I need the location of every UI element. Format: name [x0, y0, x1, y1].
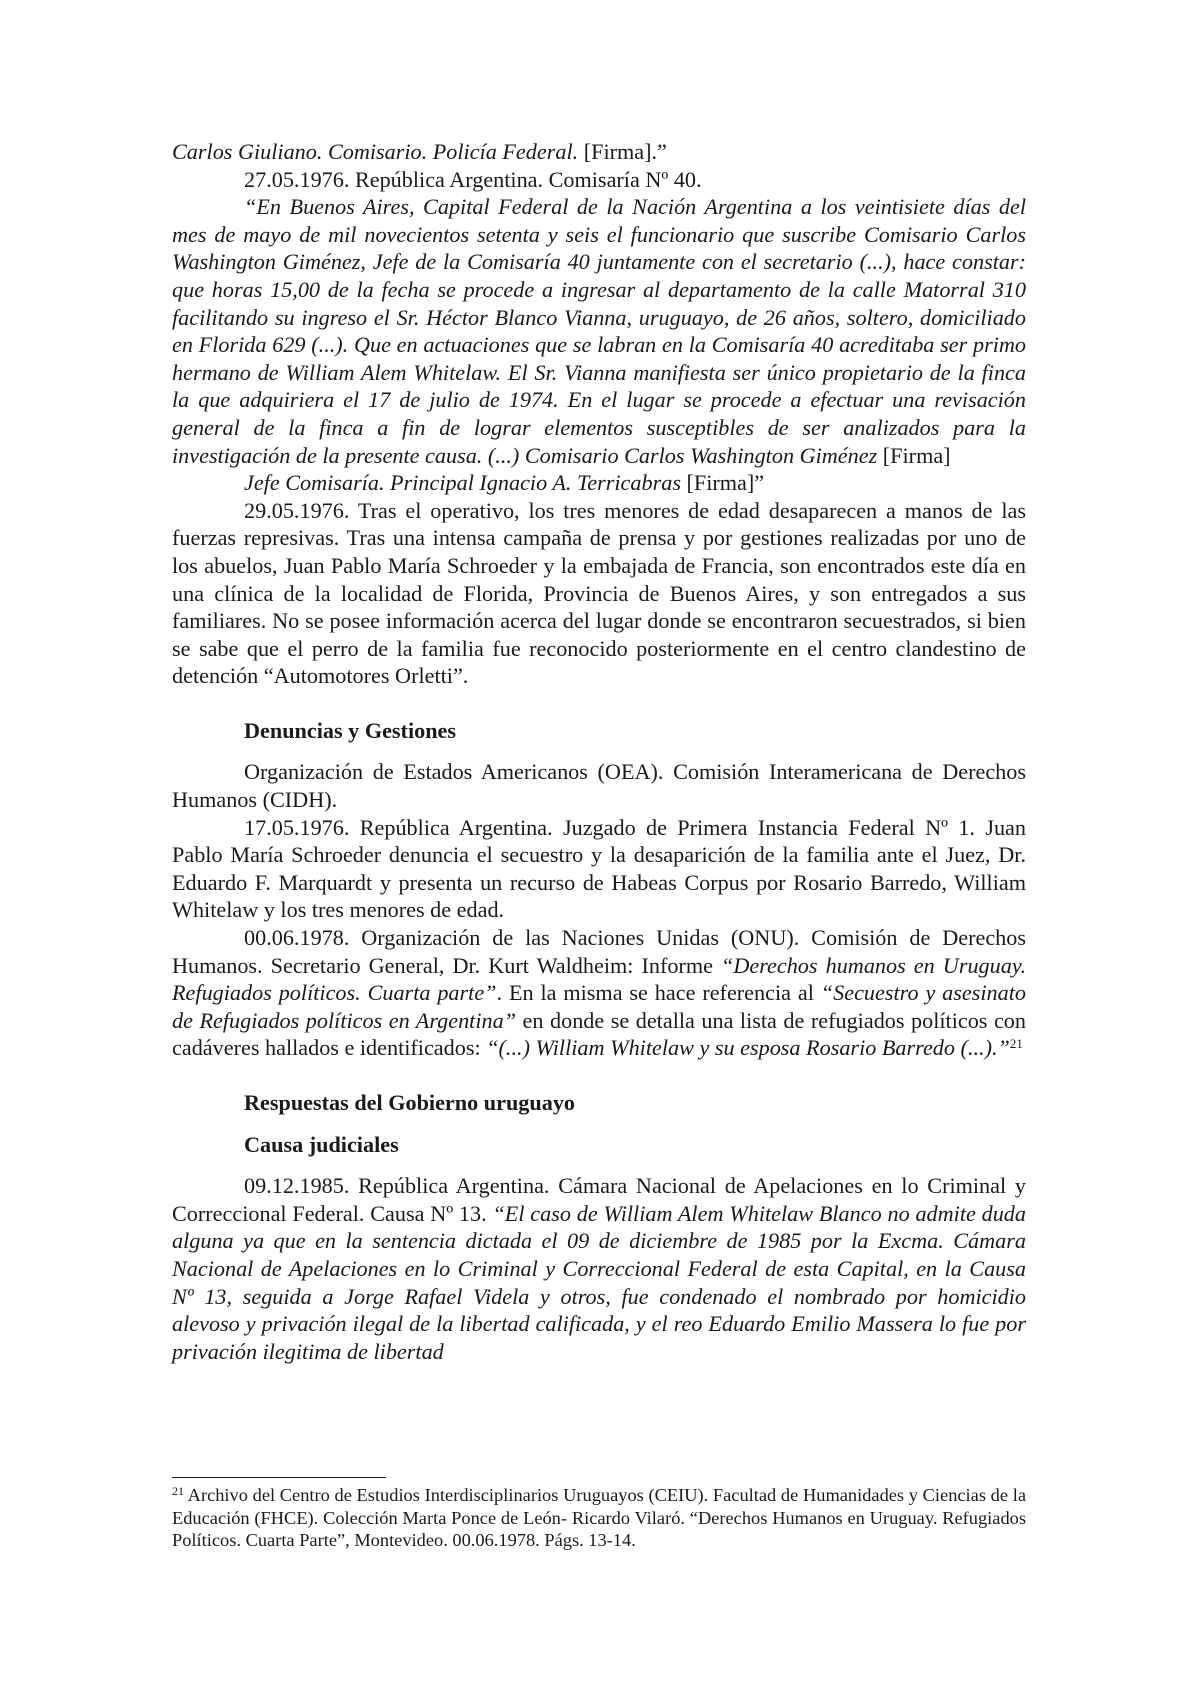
section-heading-denuncias: Denuncias y Gestiones	[244, 717, 457, 743]
jefe-comisaria-paragraph	[172, 469, 1026, 497]
footnote	[172, 1484, 1026, 1552]
footnote-reference: 21	[1009, 1036, 1023, 1052]
juzgado-paragraph: 17.05.1976. República Argentina. Juzgado de Primera Instancia Federal Nº 1. Juan Pablo María Schroeder denuncia el secuestro y la desaparición de la familia ante el Juez, Dr. Eduardo F. Marquardt y presenta un recurso de Habeas Corpus por Rosario Barredo, William Whitelaw y los tres menores de edad.	[172, 814, 1026, 923]
jefe-comisaria-line: Jefe Comisaría. Principal Ignacio A. Terricabras	[244, 470, 681, 496]
document-body	[172, 138, 1026, 1365]
onu-section-title: “Secuestro y asesinato de Refugiados políticos en Argentina”	[172, 980, 1026, 1033]
onu-text-e: en donde se detalla una lista de refugiados políticos con cadáveres hallados e identificados:	[172, 1007, 1026, 1061]
causa-quote: “El caso de William Alem Whitelaw Blanco no admite duda alguna ya que en la sentencia dictada el 09 de diciembre de 1985 por la Excma. Cámara Nacional de Apelaciones en lo Criminal y Correccional Federal de esta Capital, en la Causa Nº 13, seguida a Jorge Rafael Videla y otros, fue condenado el nombrado por homicidio alevoso y privación ilegal de la libertad calificada, y el reo Eduardo Emilio Massera lo fue por privación ilegitima de libertad	[172, 1200, 1026, 1364]
causa-paragraph	[172, 1172, 1026, 1365]
police-report-firma: [Firma]	[877, 442, 951, 468]
footnote-number: 21	[172, 1484, 184, 1498]
record-header-1976-05-27: 27.05.1976. República Argentina. Comisaría Nº 40.	[244, 166, 702, 192]
footnote-text: Archivo del Centro de Estudios Interdisciplinarios Uruguayos (CEIU). Facultad de Humanidades y Ciencias de la Educación (FHCE). Colección Marta Ponce de León- Ricardo Vilaró. “Derechos Humanos en Uruguay. Refugiados Políticos. Cuarta Parte”, Montevideo. 00.06.1978. Págs. 13-14.	[172, 1485, 1026, 1551]
causa-text-a: 09.12.1985. República Argentina. Cámara Nacional de Apelaciones en lo Criminal y Correccional Federal. Causa Nº 13.	[172, 1173, 1026, 1226]
signature-paragraph	[172, 138, 1026, 166]
police-report-quote-text: “En Buenos Aires, Capital Federal de la Nación Argentina a los veintisiete días del mes de mayo de mil novecientos setenta y seis el funcionario que suscribe Comisario Carlos Washington Giménez, Jefe de la Comisaría 40 juntamente con el secretario (...), hace constar: que horas 15,00 de la fecha se procede a ingresar al departamento de la calle Matorral 310 facilitando su ingreso el Sr. Héctor Blanco Vianna, uruguayo, de 26 años, soltero, domiciliado en Florida 629 (...). Que en actuaciones que se labran en la Comisaría 40 acreditaba ser primo hermano de William Alem Whitelaw. El Sr. Vianna manifiesta ser único propietario de la finca la que adquiriera el 17 de julio de 1974. En el lugar se procede a efectuar una revisación general de la finca a fin de lograr elementos susceptibles de ser analizados para la investigación de la presente causa. (...) Comisario Carlos Washington Giménez	[172, 194, 1026, 468]
jefe-comisaria-firma: [Firma]”	[680, 470, 765, 496]
police-report-quote	[172, 193, 1026, 469]
signature-firma: [Firma].”	[578, 139, 667, 164]
signature-line: Carlos Giuliano. Comisario. Policía Federal.	[172, 139, 579, 164]
section-heading-causa: Causa judiciales	[244, 1131, 399, 1157]
footnote-separator	[172, 1477, 386, 1478]
onu-report-title: “Derechos humanos en Uruguay. Refugiados políticos. Cuarta parte”	[172, 952, 1027, 1006]
record-1976-05-29: 29.05.1976. Tras el operativo, los tres menores de edad desaparecen a manos de las fuerzas represivas. Tras una intensa campaña de prensa y por gestiones realizadas por uno de los abuelos, Juan Pablo María Schroeder y la embajada de Francia, son encontrados este día en una clínica de la localidad de Florida, Provincia de Buenos Aires, y son entregados a sus familiares. No se posee información acerca del lugar donde se encontraron secuestrados, si bien se sabe que el perro de la familia fue reconocido posteriormente en el centro clandestino de detención “Automotores Orletti”.	[172, 497, 1026, 689]
oea-paragraph: Organización de Estados Americanos (OEA). Comisión Interamericana de Derechos Humanos (CIDH).	[172, 759, 1026, 813]
onu-text-c: . En la misma se hace referencia al	[496, 980, 821, 1006]
section-heading-respuestas: Respuestas del Gobierno uruguayo	[244, 1090, 576, 1115]
onu-quote: “(...) William Whitelaw y su esposa Rosario Barredo (...).”	[486, 1035, 1010, 1061]
onu-paragraph	[172, 924, 1026, 1062]
onu-text-a: 00.06.1978. Organización de las Naciones Unidas (ONU). Comisión de Derechos Humanos. Secretario General, Dr. Kurt Waldheim: Informe	[172, 925, 1026, 978]
